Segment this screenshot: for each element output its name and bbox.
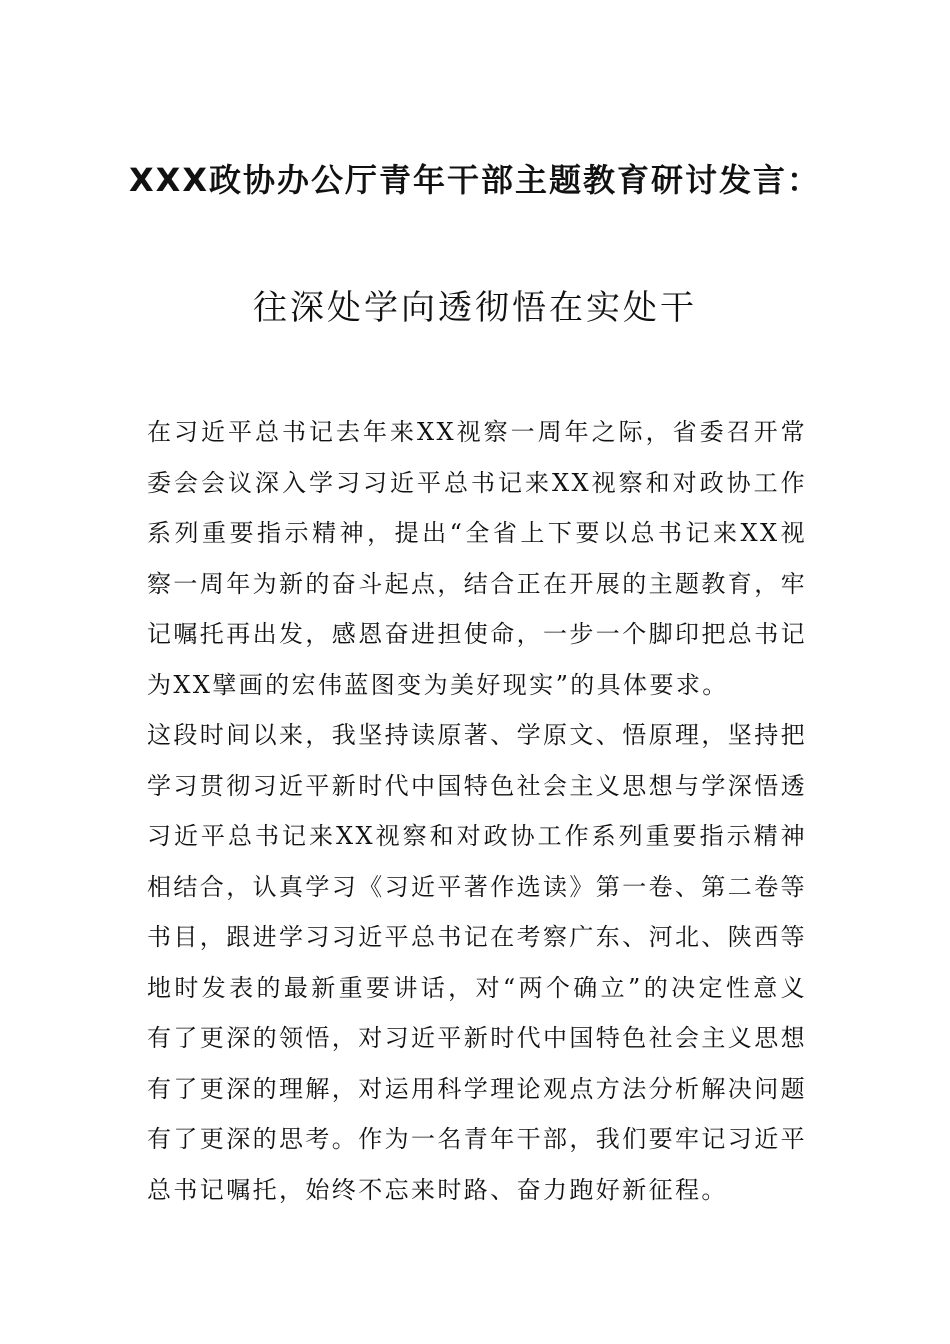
body-paragraph-2: 这段时间以来，我坚持读原著、学原文、悟原理，坚持把学习贯彻习近平新时代中国特色社会主义思想与学深悟透习近平总书记来XX视察和对政协工作系列重要指示精神相结合，认真学习《习近平著作选读》第一卷、第二卷等书目，跟进学习习近平总书记在考察广东、河北、陕西等地时发表的最新重要讲话，对“两个确立”的决定性意义有了更深的领悟，对习近平新时代中国特色社会主义思想有了更深的理解，对运用科学理论观点方法分析解决问题有了更深的思考。作为一名青年干部，我们要牢记习近平总书记嘱托，始终不忘来时路、奋力跑好新征程。 xyxy=(147,721,807,1204)
document-title-line-2: 往深处学向透彻悟在实处干 xyxy=(253,288,697,328)
body-paragraph-1: 在习近平总书记去年来XX视察一周年之际，省委召开常委会会议深入学习习近平总书记来XX视察和对政协工作系列重要指示精神，提出“全省上下要以总书记来XX视察一周年为新的奋斗起点，结合正在开展的主题教育，牢记嘱托再出发，感恩奋进担使命，一步一个脚印把总书记为XX擘画的宏伟蓝图变为美好现实”的具体要求。 xyxy=(147,418,807,699)
document-title-line-1: XXX政协办公厅青年干部主题教育研讨发言： xyxy=(128,161,822,199)
